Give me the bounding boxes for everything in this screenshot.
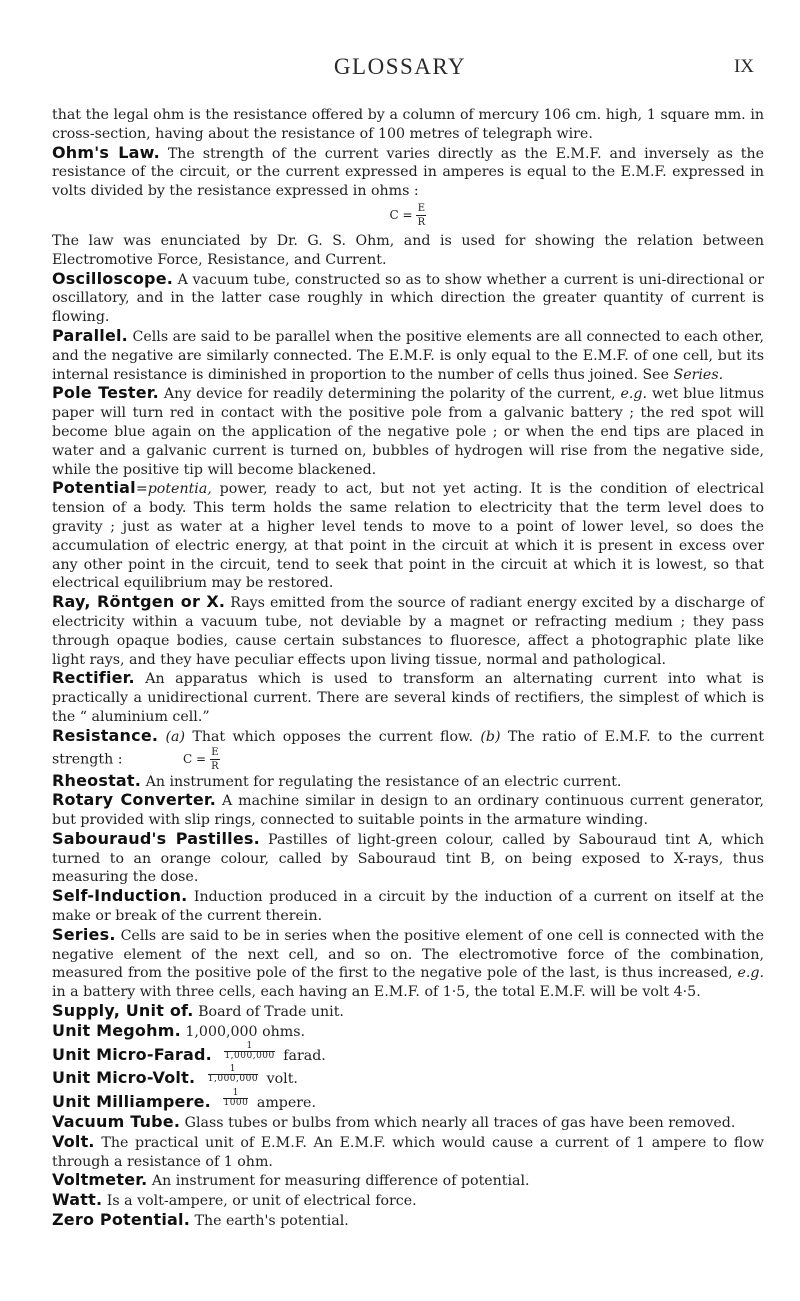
term-micro-farad: Unit Micro-Farad. bbox=[52, 1044, 212, 1064]
term-rotary-converter: Rotary Converter. bbox=[52, 790, 216, 810]
definition-rotary-converter: A machine similar in design to an ordinary continuous current generator, but provided with slip rings, connected to suitable points in the armature winding. bbox=[52, 793, 764, 829]
abbrev-eg: e.g. bbox=[620, 386, 647, 403]
term-milliampere: Unit Milliampere. bbox=[52, 1092, 211, 1112]
ohms-law-note: The law was enunciated by Dr. G. S. Ohm, and is used for showing the relation between Electromotive Force, Resistance, and Current. bbox=[52, 232, 764, 268]
entry-micro-volt bbox=[52, 1065, 764, 1089]
term-vacuum-tube: Vacuum Tube. bbox=[52, 1112, 181, 1132]
term-micro-volt: Unit Micro-Volt. bbox=[52, 1068, 196, 1088]
entry-rheostat bbox=[52, 772, 764, 792]
formula-numerator: E bbox=[211, 746, 219, 758]
definition-voltmeter: An instrument for measuring difference of potential. bbox=[151, 1173, 530, 1190]
definition-parallel: Cells are said to be parallel when the positive elements are all connected to each other, and the negative are similarly connected. The E.M.F. is only equal to the E.M.F. of one cell, but its internal resistance is diminished in proportion to the number of cells thus joined. See bbox=[52, 328, 765, 383]
term-voltmeter: Voltmeter. bbox=[52, 1170, 148, 1190]
abbrev-eg: e.g. bbox=[737, 965, 764, 982]
entry-sabouraud bbox=[52, 830, 764, 887]
entry-vacuum-tube bbox=[52, 1113, 764, 1133]
entry-megohm bbox=[52, 1022, 764, 1042]
definition-pole-tester-b: wet blue litmus paper will turn red in contact with the positive pole from a galvanic battery ; the red spot will become blue again on the application of the negative pole ; or when the end tips are placed in water and a galvanic current is turned on, bubbles of hydrogen will rise from the negative side, while the positive tip will become blackened. bbox=[52, 386, 765, 478]
definition-self-induction: Induction produced in a circuit by the induction of a current on itself at the make or break of the current therein. bbox=[52, 889, 765, 925]
term-watt: Watt. bbox=[52, 1190, 103, 1210]
formula-denominator: R bbox=[211, 760, 219, 772]
definition-ohms-law: The strength of the current varies directly as the E.M.F. and inversely as the resistance of the circuit, or the current expressed in amperes is equal to the E.M.F. expressed in volts divided by the resistance expressed in ohms : bbox=[52, 145, 764, 200]
term-supply-unit: Supply, Unit of. bbox=[52, 1001, 194, 1021]
term-rheostat: Rheostat. bbox=[52, 770, 142, 790]
page-number: IX bbox=[733, 56, 754, 77]
latin-potentia: potentia, bbox=[147, 481, 212, 498]
fraction-numerator: 1 bbox=[229, 1064, 237, 1075]
definition-pole-tester-a: Any device for readily determining the polarity of the current, bbox=[163, 386, 616, 403]
fraction-milliampere bbox=[223, 1089, 248, 1108]
term-oscilloscope: Oscilloscope. bbox=[52, 268, 174, 288]
term-self-induction: Self-Induction. bbox=[52, 886, 188, 906]
entry-self-induction bbox=[52, 887, 764, 926]
fraction-denominator: 1000 bbox=[223, 1098, 249, 1109]
definition-series-a: Cells are said to be in series when the positive element of one cell is connected with the negative element of the next cell, and so on. The electromotive force of the combination, measured from the positive pole of the first to the negative pole of the last, is thus increased, bbox=[52, 927, 764, 982]
unit-farad: farad. bbox=[283, 1047, 326, 1064]
definition-sabouraud: Pastilles of light-green colour, called by Sabouraud tint A, which turned to an orange colour, called by Sabouraud tint B, on being exposed to X-rays, thus measuring the dose. bbox=[52, 831, 764, 886]
fraction-bar bbox=[210, 759, 220, 760]
term-series: Series. bbox=[52, 924, 116, 944]
entry-potential bbox=[52, 479, 764, 593]
entry-series bbox=[52, 926, 764, 1002]
term-parallel: Parallel. bbox=[52, 325, 128, 345]
term-ray: Ray, Röntgen or X. bbox=[52, 592, 226, 612]
fraction-numerator: 1 bbox=[232, 1088, 240, 1099]
marker-a: (a) bbox=[165, 728, 186, 745]
entry-micro-farad bbox=[52, 1042, 764, 1066]
term-ohms-law: Ohm's Law. bbox=[52, 142, 160, 162]
definition-ray: Rays emitted from the source of radiant energy excited by a discharge of electricity within a vacuum tube, not deviable by a magnet or refracting medium ; they pass through opaque bodies, cause certain substances to fluoresce, affect a photographic plate like light rays, and they have peculiar effects upon living tissue, normal and pathological. bbox=[52, 595, 764, 668]
fraction-denominator: 1,000,000 bbox=[224, 1050, 275, 1061]
resistance-formula bbox=[183, 747, 220, 772]
formula-numerator: E bbox=[417, 202, 426, 214]
equals-sign: = bbox=[135, 481, 148, 498]
entry-zero-potential bbox=[52, 1211, 764, 1231]
term-rectifier: Rectifier. bbox=[52, 668, 135, 688]
entry-oscilloscope bbox=[52, 270, 764, 327]
cross-reference-series: Series. bbox=[673, 366, 724, 383]
entry-milliampere bbox=[52, 1089, 764, 1113]
definition-series-b: in a battery with three cells, each having an E.M.F. of 1·5, the total E.M.F. will be volt 4·5. bbox=[52, 984, 701, 1001]
fraction-denominator: 1,000,000 bbox=[207, 1074, 259, 1085]
definition-zero-potential: The earth's potential. bbox=[194, 1213, 349, 1230]
entry-volt bbox=[52, 1133, 764, 1172]
definition-resistance-a: That which opposes the current flow. bbox=[192, 728, 473, 745]
entry-resistance bbox=[52, 727, 764, 772]
formula-lhs: C = bbox=[389, 207, 413, 222]
definition-potential: power, ready to act, but not yet acting. It is the condition of electrical tension of a body. This term holds the same relation to electricity that the term level does to gravity ; just as water at a higher level tends to move to a point of lower level, so does the accumulation of electric energy, at that point in the circuit at which it is present in excess over any other point in the circuit, tend to seek that point in the circuit at which it is lowest, so that electrical equilibrium may be restored. bbox=[52, 481, 764, 592]
formula-lhs: C = bbox=[183, 751, 207, 766]
term-potential: Potential bbox=[52, 478, 136, 498]
marker-b: (b) bbox=[480, 728, 501, 745]
fraction-numerator: 1 bbox=[246, 1040, 253, 1051]
formula-denominator: R bbox=[417, 216, 426, 228]
term-pole-tester: Pole Tester. bbox=[52, 383, 159, 403]
definition-oscilloscope: A vacuum tube, constructed so as to show whether a current is uni-directional or oscillatory, and in the latter case roughly in which direction the greater quantity of current is flowing. bbox=[52, 271, 764, 326]
term-sabouraud: Sabouraud's Pastilles. bbox=[52, 828, 260, 848]
unit-volt: volt. bbox=[266, 1071, 298, 1088]
entry-supply-unit bbox=[52, 1002, 764, 1022]
formula-fraction bbox=[416, 203, 426, 228]
term-zero-potential: Zero Potential. bbox=[52, 1210, 191, 1230]
entry-parallel bbox=[52, 327, 764, 384]
fraction-bar bbox=[416, 215, 426, 216]
fraction-micro-volt bbox=[208, 1065, 258, 1084]
fraction-micro-farad bbox=[224, 1042, 274, 1061]
ohms-law-formula bbox=[52, 203, 764, 228]
term-resistance: Resistance. bbox=[52, 725, 159, 745]
entry-rectifier bbox=[52, 669, 764, 726]
formula-fraction bbox=[210, 747, 220, 772]
entry-rotary-converter bbox=[52, 791, 764, 830]
running-head: GLOSSARY bbox=[333, 54, 467, 79]
entry-pole-tester bbox=[52, 384, 764, 479]
entry-watt bbox=[52, 1191, 764, 1211]
definition-watt: Is a volt-ampere, or unit of electrical force. bbox=[106, 1193, 417, 1210]
definition-supply-unit: Board of Trade unit. bbox=[198, 1004, 344, 1021]
definition-vacuum-tube: Glass tubes or bulbs from which nearly all traces of gas have been removed. bbox=[184, 1115, 736, 1132]
definition-resistance-b: The ratio of E.M.F. to the current strength : bbox=[52, 728, 765, 767]
definition-rheostat: An instrument for regulating the resistance of an electric current. bbox=[145, 773, 622, 790]
definition-volt: The practical unit of E.M.F. An E.M.F. which would cause a current of 1 ampere to flow through a resistance of 1 ohm. bbox=[52, 1134, 764, 1170]
unit-ampere: ampere. bbox=[256, 1095, 316, 1112]
entry-voltmeter bbox=[52, 1171, 764, 1191]
glossary-body bbox=[52, 106, 764, 1231]
definition-rectifier: An apparatus which is used to transform an alternating current into what is practically a unidirectional current. There are several kinds of rectifiers, the simplest of which is the “ aluminium cell.” bbox=[52, 671, 764, 725]
continuation-paragraph: that the legal ohm is the resistance offered by a column of mercury 106 cm. high, 1 square mm. in cross-section, having about the resistance of 100 metres of telegraph wire. bbox=[52, 107, 764, 142]
entry-ray bbox=[52, 593, 764, 669]
definition-megohm: 1,000,000 ohms. bbox=[185, 1023, 306, 1040]
term-megohm: Unit Megohm. bbox=[52, 1020, 181, 1040]
entry-ohms-law bbox=[52, 144, 764, 201]
page-header bbox=[0, 54, 800, 84]
term-volt: Volt. bbox=[52, 1131, 95, 1151]
